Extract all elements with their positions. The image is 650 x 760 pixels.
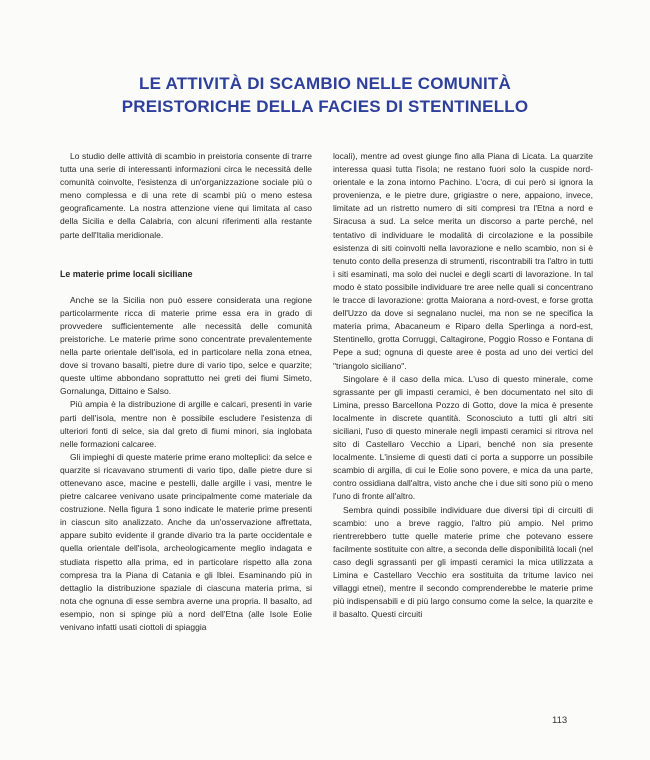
- body-paragraph: Gli impieghi di queste materie prime erano molteplici: da selce e quarzite si ricavavano strumenti di vario tipo, dalle pietre dure si ottenevano asce, macine e pestelli, dalle argille i vasi, mentre le pietre calcaree venivano usate principalmente come materiale da costruzione. Nella figura 1 sono indicate le materie prime presenti in ciascun sito analizzato. Anche da un'osservazione affrettata, appare subito evidente il grande divario tra la parte occidentale e quella orientale dell'isola, archeologicamente meglio indagata e studiata rispetto alla prima, ed in particolare rispetto alla zona compresa tra la Piana di Catania e gli Iblei. Esaminando più in dettaglio la distribuzione spaziale di ciascuna materia prima, si nota che ognuna di esse sembra averne una propria. Il basalto, ad esempio, non si spinge più a nord dell'Etna (alle Isole Eolie venivano infatti usati ciottoli di spiaggia: [60, 451, 312, 632]
- body-paragraph: Singolare è il caso della mica. L'uso di questo minerale, come sgrassante per gli impasti ceramici, è ben documentato nel sito di Limina, presso Barcellona Pozzo di Gotto, dove la mica è presente localmente in discrete quantità. Sconosciuto a tutti gli altri siti siciliani, l'uso di questo minerale negli impasti ceramici si ritrova nel sito di Castellaro Vecchio a Lipari, benché non sia presente localmente. L'insieme di questi dati ci porta a supporre un possibile scambio di argilla, di cui le Eolie sono povere, e mica da una parte, contro ossidiana dall'altra, visto anche che i due siti sono più o meno l'uno di fronte all'altro.: [333, 373, 593, 502]
- body-paragraph: locali), mentre ad ovest giunge fino alla Piana di Licata. La quarzite interessa quasi tutta l'isola; ne restano fuori solo la cuspide nord-orientale e la zona intorno Pachino. L'ocra, di cui però si ignora la provenienza, e le pietre dure, grigiastre o nere, appaiono, invece, limitate ad un ristretto numero di siti compresi tra l'Etna a nord e Siracusa a sud. La selce merita un discorso a parte perché, nel tentativo di individuare le modalità di circolazione e la possibile esistenza di siti coinvolti nella lavorazione e nello scambio, non si è tenuto conto della presenza di strumenti, riscontrabili tra l'altro in tutti i siti esaminati, ma solo dei nuclei e degli scarti di lavorazione. In tal modo è stato possibile individuare tre aree nelle quali si concentrano le tracce di lavorazione: grotta Maiorana a nord-ovest, e forse grotta dell'Uzzo da dove si segnalano nuclei, ma non se ne specifica la materia prima, Abacaneum e Riparo della Sperlinga a nord-est, Stentinello, grotta Corruggi, Caltagirone, Poggio Rosso e Fontana di Pepe a sud; ognuna di queste aree è posta ad uno dei vertici del "triangolo siciliano".: [333, 151, 593, 371]
- title-line-1: LE ATTIVITÀ DI SCAMBIO NELLE COMUNITÀ: [139, 74, 511, 93]
- right-column: [333, 150, 593, 621]
- body-paragraph: Più ampia è la distribuzione di argille e calcari, presenti in varie parti dell'isola, mentre non è possibile escludere l'esistenza di ulteriori fonti di selce, sia dal greto di fiumi minori, sia inglobata nelle formazioni calcaree.: [60, 399, 312, 449]
- spacer: [60, 242, 312, 255]
- left-column: [60, 150, 312, 634]
- spacer: [60, 255, 312, 268]
- body-paragraph: Anche se la Sicilia non può essere considerata una regione particolarmente ricca di materie prime essa era in grado di provvedere sufficientemente alle necessità delle comunità preistoriche. Le materie prime sono concentrate prevalentemente nella parte orientale dell'isola, ed in particolare nella zona etnea, dove si trovano basalti, pietre dure di vario tipo, selce e quarzite; queste ultime abbondano soprattutto nei greti dei fiumi Simeto, Gornalunga, Dittaino e Salso.: [60, 294, 312, 397]
- article-title: [40, 72, 610, 118]
- title-line-2: PREISTORICHE DELLA FACIES DI STENTINELLO: [121, 97, 529, 116]
- body-paragraph: Sembra quindi possibile individuare due diversi tipi di circuiti di scambio: uno a breve raggio, l'altro più ampio. Nel primo rientrerebbero tutte quelle materie prime che potevano essere facilmente sostituite con altre, a seconda delle disponibilità locali (nel caso degli sgrassanti per gli impasti ceramici la mica utilizzata a Limina e Castellaro Vecchio era sostituita da tritume lavico nei villaggi etnei), mentre il secondo comprenderebbe le materie prime più indispensabili e di più largo consumo come la selce, la quarzite e il basalto. Questi circuiti: [333, 504, 593, 620]
- section-heading: Le materie prime locali siciliane: [60, 268, 193, 279]
- page-number: 113: [552, 715, 568, 726]
- intro-paragraph: Lo studio delle attività di scambio in preistoria consente di trarre tutta una serie di interessanti informazioni circa le necessità delle comunità coinvolte, l'esistenza di un'organizzazione sociale più o meno complessa e di una rete di scambi più o meno estesa geograficamente. La nostra attenzione viene qui limitata al caso della Sicilia e della Calabria, con alcuni riferimenti alla restante parte dell'Italia meridionale.: [60, 151, 312, 240]
- spacer: [60, 281, 312, 294]
